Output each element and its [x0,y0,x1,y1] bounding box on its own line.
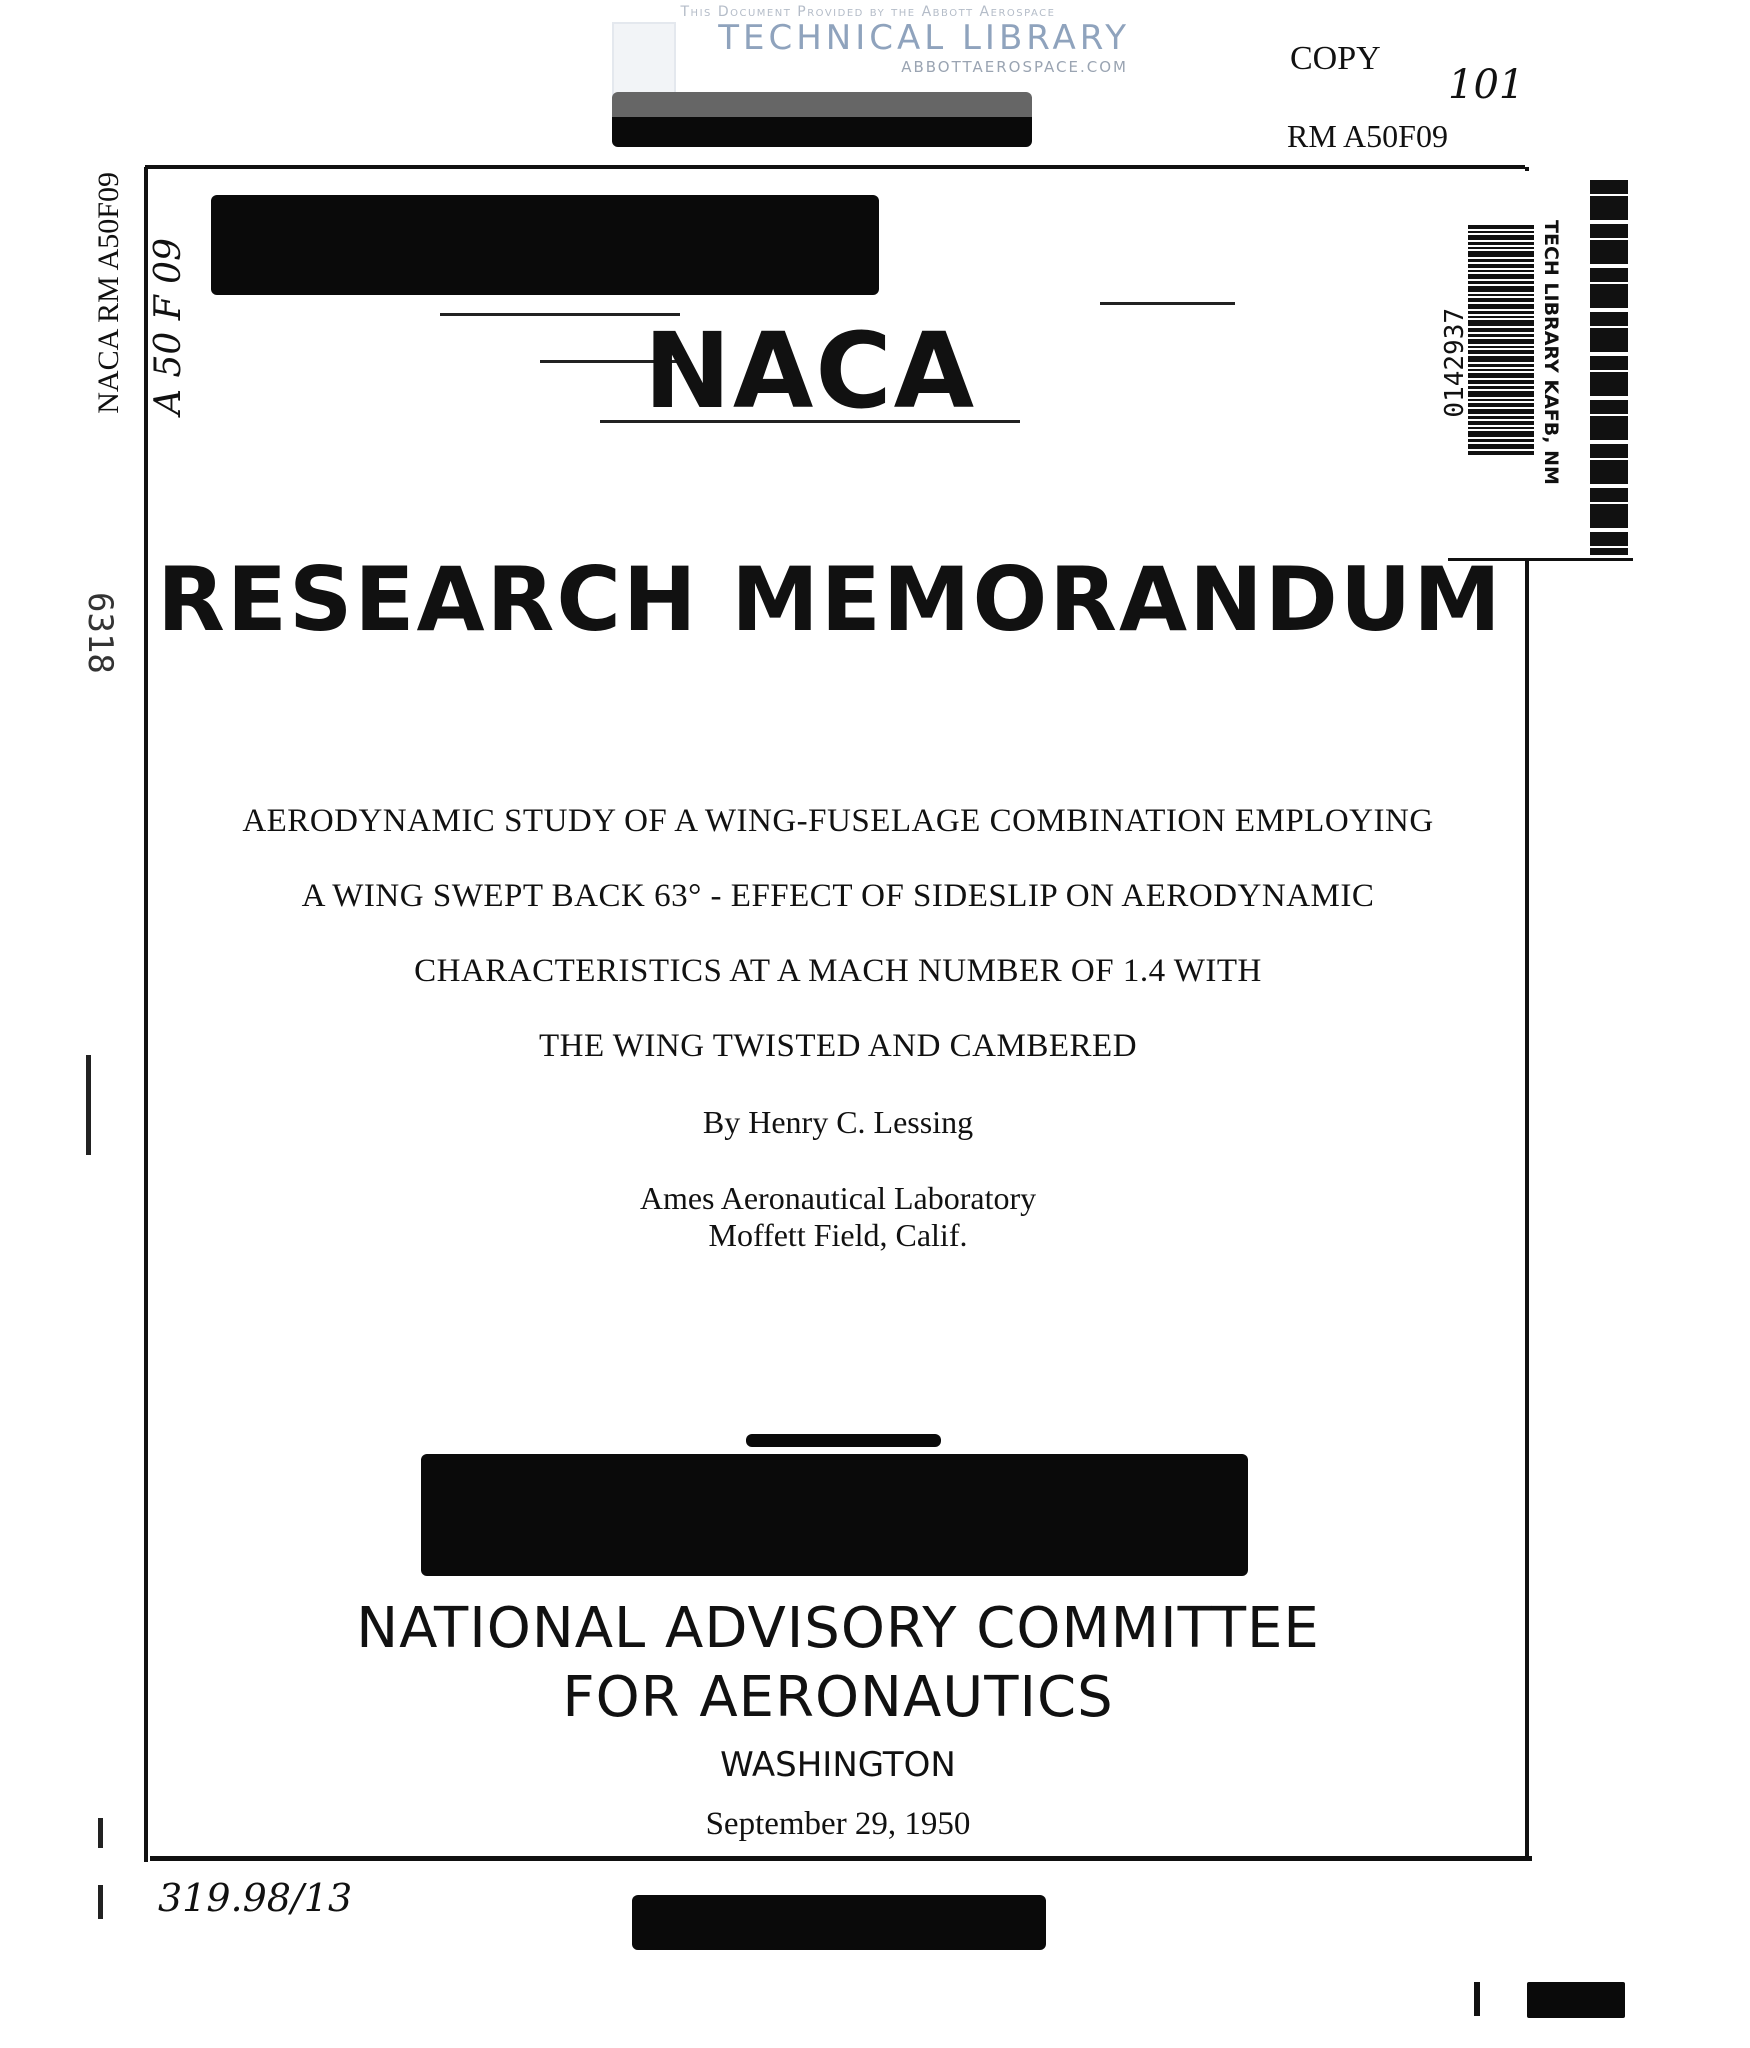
watermark-line1: This Document Provided by the Abbott Aerospace [680,4,1056,20]
title-line: CHARACTERISTICS AT A MACH NUMBER OF 1.4 WITH [414,953,1262,989]
redaction-corner [1527,1982,1625,2018]
redaction-upper [211,195,879,295]
library-label-text: TECH LIBRARY KAFB, NM [1540,220,1562,485]
org-name-line2: FOR AERONAUTICS [562,1665,1114,1730]
side-number: 6318 [80,592,120,674]
frame-corner [1525,167,1529,171]
redaction-small [746,1434,941,1447]
document-type: RESEARCH MEMORANDUM [157,548,1503,651]
org-name-line1: NATIONAL ADVISORY COMMITTEE [356,1596,1320,1661]
city: WASHINGTON [720,1745,956,1785]
redaction-lower [421,1454,1248,1576]
margin-mark [98,1818,103,1848]
frame-bottom [150,1856,1532,1861]
barcode-icon [1468,225,1534,505]
title-line: AERODYNAMIC STUDY OF A WING-FUSELAGE COMBINATION EMPLOYING [242,803,1434,839]
watermark-title: TECHNICAL LIBRARY [718,18,1130,58]
title-line: THE WING TWISTED AND CAMBERED [538,1028,1138,1064]
redaction-top [612,92,1032,147]
label-edge-pattern [1590,180,1628,555]
file-number: 319.98/13 [158,1876,353,1920]
affiliation-location: Moffett Field, Calif. [708,1217,968,1253]
handwritten-code: A 50 F 09 [148,238,189,415]
copy-number: 101 [1448,62,1525,108]
title-line: A WING SWEPT BACK 63° - EFFECT OF SIDESLIP ON AERODYNAMIC [301,878,1375,914]
copy-label: COPY [1290,40,1381,77]
publication-date: September 29, 1950 [705,1806,971,1842]
redaction-bottom [632,1895,1046,1950]
side-report-number: NACA RM A50F09 [92,172,125,414]
watermark-url: ABBOTTAEROSPACE.COM [901,58,1128,76]
logo-speedline [1100,302,1235,305]
author: By Henry C. Lessing [702,1104,974,1140]
naca-logo: NACA [643,310,977,432]
scan-mark [1474,1982,1480,2016]
affiliation-lab: Ames Aeronautical Laboratory [639,1180,1037,1216]
report-number: RM A50F09 [1287,118,1448,154]
barcode-number: 0142937 [1440,308,1470,418]
margin-mark [98,1885,103,1919]
margin-mark [86,1055,91,1155]
frame-top [145,165,1525,169]
